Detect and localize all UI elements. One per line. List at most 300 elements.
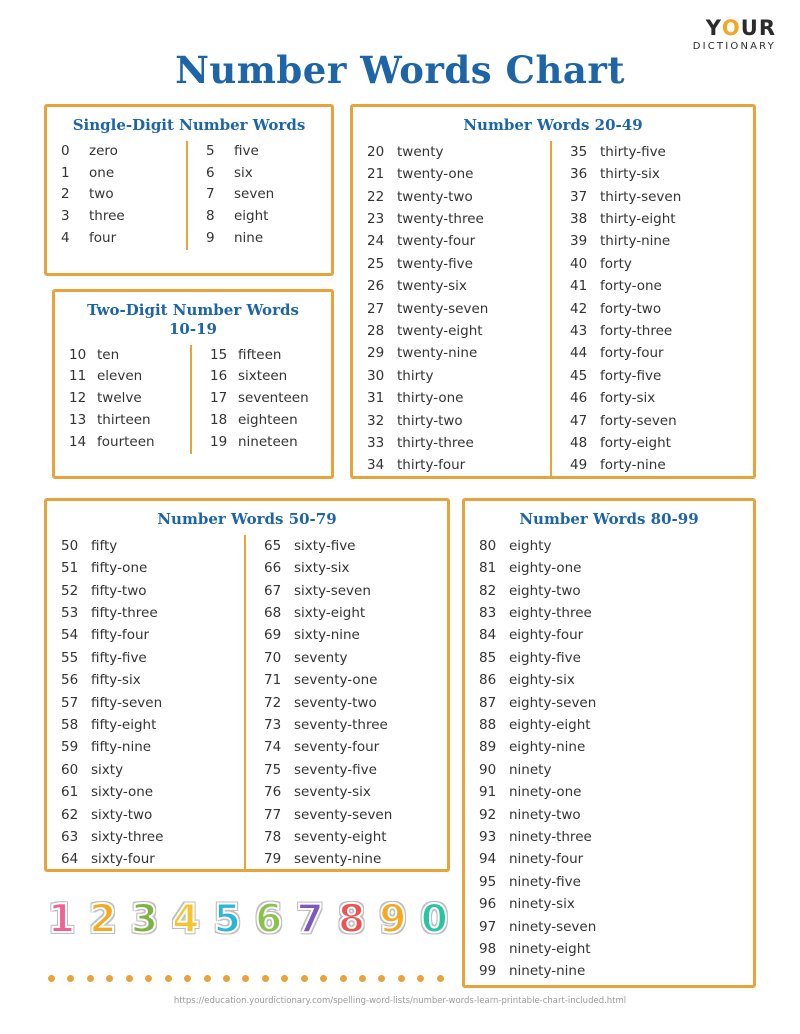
number: 66 bbox=[264, 560, 282, 577]
card-20-49-columns bbox=[353, 141, 753, 487]
list-item bbox=[264, 535, 443, 557]
number: 46 bbox=[570, 390, 588, 407]
number-word: sixty-seven bbox=[294, 582, 371, 599]
number: 13 bbox=[69, 412, 87, 429]
number: 42 bbox=[570, 300, 588, 317]
list-item bbox=[264, 602, 443, 624]
list-item bbox=[367, 387, 546, 409]
number: 21 bbox=[367, 166, 385, 183]
decorative-dot bbox=[204, 975, 211, 982]
list-item bbox=[61, 781, 240, 803]
column-left bbox=[465, 535, 753, 983]
number: 71 bbox=[264, 672, 282, 689]
number: 72 bbox=[264, 694, 282, 711]
number: 32 bbox=[367, 412, 385, 429]
list-item bbox=[206, 163, 327, 185]
number-word: nineteen bbox=[238, 433, 298, 450]
list-item bbox=[61, 228, 182, 250]
number-word: twenty-four bbox=[397, 233, 476, 250]
number-word: forty bbox=[600, 255, 632, 272]
number-word: four bbox=[89, 230, 117, 247]
list-item bbox=[206, 206, 327, 228]
number: 34 bbox=[367, 457, 385, 474]
number-word: ninety-one bbox=[509, 784, 582, 801]
number: 58 bbox=[61, 717, 79, 733]
number-word: sixty-three bbox=[91, 829, 164, 846]
number: 0 bbox=[61, 142, 70, 159]
list-item bbox=[264, 580, 443, 602]
number-word: thirty bbox=[397, 367, 434, 384]
number: 8 bbox=[206, 208, 215, 225]
decorative-dot bbox=[48, 975, 55, 982]
number-word: ten bbox=[97, 346, 120, 363]
list-item bbox=[61, 714, 240, 736]
number-word: ninety-eight bbox=[509, 941, 591, 958]
card-two-digit-title-line2: 10-19 bbox=[169, 319, 217, 338]
decorative-dot bbox=[398, 975, 405, 982]
number-word: forty-eight bbox=[600, 435, 671, 452]
number-word: thirty-one bbox=[397, 390, 464, 407]
card-20-49-title: Number Words 20-49 bbox=[463, 116, 643, 134]
list-item bbox=[570, 454, 749, 476]
number-word: forty-nine bbox=[600, 457, 666, 474]
number: 45 bbox=[570, 367, 588, 384]
number: 37 bbox=[570, 188, 588, 205]
number-word: forty-one bbox=[600, 278, 662, 295]
number: 47 bbox=[570, 412, 588, 429]
list-item bbox=[570, 275, 749, 297]
number-word: ninety-seven bbox=[509, 918, 597, 935]
number-word: seventy-six bbox=[294, 784, 371, 801]
number: 98 bbox=[479, 941, 497, 958]
number: 41 bbox=[570, 278, 588, 295]
decorative-dot bbox=[87, 975, 94, 982]
card-number-words-20-49 bbox=[350, 104, 756, 479]
card-two-digit-title bbox=[55, 292, 331, 345]
number: 59 bbox=[61, 739, 79, 756]
logo-letter-y: Y bbox=[705, 16, 722, 40]
column-left bbox=[47, 141, 186, 250]
list-item bbox=[479, 557, 749, 579]
number-word: sixty-six bbox=[294, 560, 350, 577]
list-item bbox=[69, 432, 186, 454]
number-word: seventy-three bbox=[294, 717, 388, 733]
card-single-digit-columns bbox=[47, 141, 331, 260]
number: 52 bbox=[61, 582, 79, 599]
decorative-dot bbox=[281, 975, 288, 982]
list-item bbox=[264, 736, 443, 758]
number-word: fifty bbox=[91, 537, 118, 554]
list-item bbox=[367, 454, 546, 476]
list-item bbox=[61, 184, 182, 206]
number-word: thirty-nine bbox=[600, 233, 671, 250]
number: 92 bbox=[479, 806, 497, 823]
number: 70 bbox=[264, 649, 282, 666]
column-left bbox=[47, 535, 244, 871]
list-item bbox=[61, 580, 240, 602]
card-number-words-80-99 bbox=[462, 498, 756, 988]
number-word: seventy-nine bbox=[294, 851, 382, 868]
list-item bbox=[264, 781, 443, 803]
number: 75 bbox=[264, 761, 282, 778]
number-word: nine bbox=[234, 230, 264, 247]
number-word: seven bbox=[234, 186, 275, 203]
number: 84 bbox=[479, 627, 497, 644]
decorative-dot bbox=[340, 975, 347, 982]
list-item bbox=[367, 342, 546, 364]
column-right bbox=[186, 141, 331, 250]
number: 56 bbox=[61, 672, 79, 689]
number: 90 bbox=[479, 761, 497, 778]
number: 85 bbox=[479, 649, 497, 666]
number-word: twenty-nine bbox=[397, 345, 478, 362]
list-item bbox=[570, 253, 749, 275]
number: 60 bbox=[61, 761, 79, 778]
number: 20 bbox=[367, 143, 385, 160]
number: 78 bbox=[264, 829, 282, 846]
number-word: eighty-one bbox=[509, 560, 582, 577]
number: 22 bbox=[367, 188, 385, 205]
number-word: one bbox=[89, 164, 115, 181]
number: 49 bbox=[570, 457, 588, 474]
card-50-79-title: Number Words 50-79 bbox=[157, 510, 337, 528]
number-word: twenty-eight bbox=[397, 323, 483, 339]
number: 93 bbox=[479, 829, 497, 846]
card-two-digit-title-line1: Two-Digit Number Words bbox=[87, 301, 299, 319]
list-item bbox=[479, 804, 749, 826]
list-item bbox=[479, 692, 749, 714]
number-word: thirty-four bbox=[397, 457, 466, 474]
number: 95 bbox=[479, 873, 497, 890]
number: 40 bbox=[570, 255, 588, 272]
number: 65 bbox=[264, 537, 282, 554]
number-word: eighty-three bbox=[509, 604, 592, 621]
list-item bbox=[570, 230, 749, 252]
list-item bbox=[61, 692, 240, 714]
number-word: eighty-nine bbox=[509, 739, 586, 756]
number-word: seventeen bbox=[238, 390, 309, 407]
number: 6 bbox=[206, 164, 215, 181]
decorative-number: 6 bbox=[255, 897, 283, 942]
list-item bbox=[479, 736, 749, 758]
list-item bbox=[206, 141, 327, 163]
list-item bbox=[367, 275, 546, 297]
column-right bbox=[550, 141, 753, 477]
number-word: eighty-five bbox=[509, 649, 581, 666]
number: 3 bbox=[61, 208, 70, 225]
number-word: eighteen bbox=[238, 412, 298, 429]
decorative-dot bbox=[262, 975, 269, 982]
column-right bbox=[190, 345, 331, 454]
number-word: twenty-six bbox=[397, 278, 467, 295]
source-url: https://education.yourdictionary.com/spelling-word-lists/number-words-learn-printable-chart-included.html bbox=[173, 996, 627, 1006]
card-single-digit bbox=[44, 104, 334, 276]
number: 25 bbox=[367, 255, 385, 272]
number-word: seventy-two bbox=[294, 694, 377, 711]
number: 73 bbox=[264, 717, 282, 733]
list-item bbox=[61, 141, 182, 163]
list-item bbox=[367, 432, 546, 454]
number-word: ninety bbox=[509, 761, 552, 778]
list-item bbox=[570, 208, 749, 230]
number-word: forty-two bbox=[600, 300, 662, 317]
list-item bbox=[479, 602, 749, 624]
list-item bbox=[210, 432, 327, 454]
list-item bbox=[61, 163, 182, 185]
number-word: thirty-three bbox=[397, 435, 474, 452]
decorative-number: 8 bbox=[337, 897, 366, 942]
number: 1 bbox=[61, 164, 70, 181]
number: 94 bbox=[479, 851, 497, 868]
number-word: seventy-eight bbox=[294, 829, 387, 846]
number-word: eighty bbox=[509, 537, 552, 554]
number-word: seventy-four bbox=[294, 739, 380, 756]
list-item bbox=[61, 736, 240, 758]
list-item bbox=[570, 342, 749, 364]
number: 50 bbox=[61, 537, 79, 554]
list-item bbox=[264, 624, 443, 646]
number: 51 bbox=[61, 560, 79, 577]
list-item bbox=[206, 228, 327, 250]
yourdictionary-logo bbox=[693, 18, 776, 52]
number-word: sixty-one bbox=[91, 784, 154, 801]
logo-letters-ur: UR bbox=[740, 16, 776, 40]
decorative-dot bbox=[106, 975, 113, 982]
number-word: sixty-four bbox=[91, 851, 155, 868]
card-80-99-columns bbox=[465, 535, 753, 993]
number: 87 bbox=[479, 694, 497, 711]
number-word: fifty-two bbox=[91, 582, 147, 599]
number-word: fourteen bbox=[97, 433, 155, 450]
list-item bbox=[479, 960, 749, 982]
decorative-number: 1 bbox=[48, 897, 76, 942]
number: 7 bbox=[206, 186, 215, 203]
list-item bbox=[479, 714, 749, 736]
number: 86 bbox=[479, 672, 497, 689]
number-word: thirty-two bbox=[397, 412, 463, 429]
list-item bbox=[479, 580, 749, 602]
list-item bbox=[61, 624, 240, 646]
number: 96 bbox=[479, 896, 497, 913]
list-item bbox=[367, 208, 546, 230]
list-item bbox=[61, 557, 240, 579]
column-left bbox=[353, 141, 550, 477]
list-item bbox=[264, 669, 443, 691]
number-word: thirty-six bbox=[600, 166, 660, 183]
decorative-number: 3 bbox=[130, 897, 158, 942]
number: 81 bbox=[479, 560, 497, 577]
decorative-dot bbox=[126, 975, 133, 982]
card-80-99-title: Number Words 80-99 bbox=[519, 510, 699, 528]
decorative-dot bbox=[301, 975, 308, 982]
number-word: ninety-nine bbox=[509, 963, 586, 980]
number-word: eighty-eight bbox=[509, 717, 591, 733]
number-word: sixty-five bbox=[294, 537, 356, 554]
decorative-number: 9 bbox=[379, 897, 407, 942]
list-item bbox=[367, 163, 546, 185]
number-word: thirteen bbox=[97, 412, 151, 429]
number-word: sixty bbox=[91, 761, 124, 778]
number-word: eighty-four bbox=[509, 627, 584, 644]
list-item bbox=[479, 647, 749, 669]
list-item bbox=[61, 206, 182, 228]
card-single-digit-title: Single-Digit Number Words bbox=[72, 116, 306, 134]
number: 48 bbox=[570, 435, 588, 452]
list-item bbox=[570, 320, 749, 342]
list-item bbox=[479, 848, 749, 870]
list-item bbox=[210, 388, 327, 410]
number: 74 bbox=[264, 739, 282, 756]
number-word: seventy-seven bbox=[294, 806, 393, 823]
decorative-dot bbox=[359, 975, 366, 982]
list-item bbox=[479, 535, 749, 557]
number: 63 bbox=[61, 829, 79, 846]
number: 16 bbox=[210, 368, 228, 385]
list-item bbox=[61, 848, 240, 870]
list-item bbox=[570, 186, 749, 208]
list-item bbox=[479, 759, 749, 781]
number-word: seventy-five bbox=[294, 761, 377, 778]
list-item bbox=[570, 387, 749, 409]
list-item bbox=[570, 432, 749, 454]
list-item bbox=[264, 804, 443, 826]
number-word: ninety-six bbox=[509, 896, 575, 913]
column-left bbox=[55, 345, 190, 454]
number: 55 bbox=[61, 649, 79, 666]
list-item bbox=[367, 320, 546, 342]
decorative-number: 7 bbox=[296, 897, 324, 942]
number-word: fifty-five bbox=[91, 649, 147, 666]
number: 68 bbox=[264, 604, 282, 621]
list-item bbox=[69, 366, 186, 388]
number: 69 bbox=[264, 627, 282, 644]
number-word: forty-seven bbox=[600, 412, 677, 429]
number-word: twenty-three bbox=[397, 210, 484, 227]
number: 53 bbox=[61, 604, 79, 621]
decorative-dot bbox=[67, 975, 74, 982]
number: 38 bbox=[570, 210, 588, 227]
list-item bbox=[69, 410, 186, 432]
number: 15 bbox=[210, 346, 228, 363]
number-word: ninety-three bbox=[509, 829, 592, 846]
list-item bbox=[479, 781, 749, 803]
list-item bbox=[210, 366, 327, 388]
decorative-dot bbox=[242, 975, 249, 982]
number-word: eighty-two bbox=[509, 582, 581, 599]
number: 26 bbox=[367, 278, 385, 295]
number: 88 bbox=[479, 717, 497, 733]
number: 57 bbox=[61, 694, 79, 711]
number-word: forty-three bbox=[600, 323, 673, 339]
number-word: eight bbox=[234, 208, 269, 225]
decorative-number: 2 bbox=[89, 897, 117, 942]
number-word: five bbox=[234, 142, 259, 159]
card-number-words-50-79 bbox=[44, 498, 450, 872]
list-item bbox=[367, 365, 546, 387]
number: 17 bbox=[210, 390, 228, 407]
decorative-dot bbox=[223, 975, 230, 982]
number-word: six bbox=[234, 164, 253, 181]
number: 24 bbox=[367, 233, 385, 250]
list-item bbox=[570, 141, 749, 163]
decorative-number: 5 bbox=[213, 897, 241, 942]
list-item bbox=[479, 893, 749, 915]
list-item bbox=[264, 848, 443, 870]
number: 89 bbox=[479, 739, 497, 756]
number: 80 bbox=[479, 537, 497, 554]
list-item bbox=[264, 557, 443, 579]
list-item bbox=[69, 345, 186, 367]
number-word: eighty-seven bbox=[509, 694, 597, 711]
number: 5 bbox=[206, 142, 215, 159]
number: 97 bbox=[479, 918, 497, 935]
number-word: two bbox=[89, 186, 114, 203]
card-two-digit-columns bbox=[55, 345, 331, 464]
list-item bbox=[479, 669, 749, 691]
decorative-number: 4 bbox=[172, 897, 200, 942]
number-word: fifty-eight bbox=[91, 717, 157, 733]
list-item bbox=[570, 163, 749, 185]
page-title: Number Words Chart bbox=[175, 48, 625, 92]
number-word: fifteen bbox=[238, 346, 282, 363]
number-word: fifty-one bbox=[91, 560, 148, 577]
number: 99 bbox=[479, 963, 497, 980]
number: 36 bbox=[570, 166, 588, 183]
number-word: ninety-two bbox=[509, 806, 581, 823]
list-item bbox=[479, 624, 749, 646]
number: 19 bbox=[210, 433, 228, 450]
card-50-79-columns bbox=[47, 535, 447, 881]
logo-wordmark bbox=[693, 18, 776, 39]
list-item bbox=[570, 365, 749, 387]
list-item bbox=[367, 186, 546, 208]
list-item bbox=[61, 602, 240, 624]
number: 27 bbox=[367, 300, 385, 317]
list-item bbox=[367, 410, 546, 432]
list-item bbox=[264, 714, 443, 736]
decorative-dot bbox=[184, 975, 191, 982]
list-item bbox=[367, 253, 546, 275]
number: 33 bbox=[367, 435, 385, 452]
number: 28 bbox=[367, 323, 385, 339]
list-item bbox=[264, 759, 443, 781]
number: 62 bbox=[61, 806, 79, 823]
number: 43 bbox=[570, 323, 588, 339]
column-right bbox=[244, 535, 447, 871]
number: 82 bbox=[479, 582, 497, 599]
number: 61 bbox=[61, 784, 79, 801]
number-word: ninety-four bbox=[509, 851, 584, 868]
list-item bbox=[61, 759, 240, 781]
number-word: twenty-five bbox=[397, 255, 473, 272]
number: 12 bbox=[69, 390, 87, 407]
number-word: twelve bbox=[97, 390, 142, 407]
decorative-numbers-strip bbox=[48, 897, 448, 942]
list-item bbox=[479, 916, 749, 938]
number-word: fifty-four bbox=[91, 627, 150, 644]
number: 30 bbox=[367, 367, 385, 384]
list-item bbox=[570, 410, 749, 432]
list-item bbox=[367, 141, 546, 163]
list-item bbox=[69, 388, 186, 410]
decorative-dot bbox=[145, 975, 152, 982]
number: 10 bbox=[69, 346, 87, 363]
number-word: eighty-six bbox=[509, 672, 575, 689]
list-item bbox=[61, 647, 240, 669]
list-item bbox=[479, 938, 749, 960]
number: 79 bbox=[264, 851, 282, 868]
list-item bbox=[479, 871, 749, 893]
